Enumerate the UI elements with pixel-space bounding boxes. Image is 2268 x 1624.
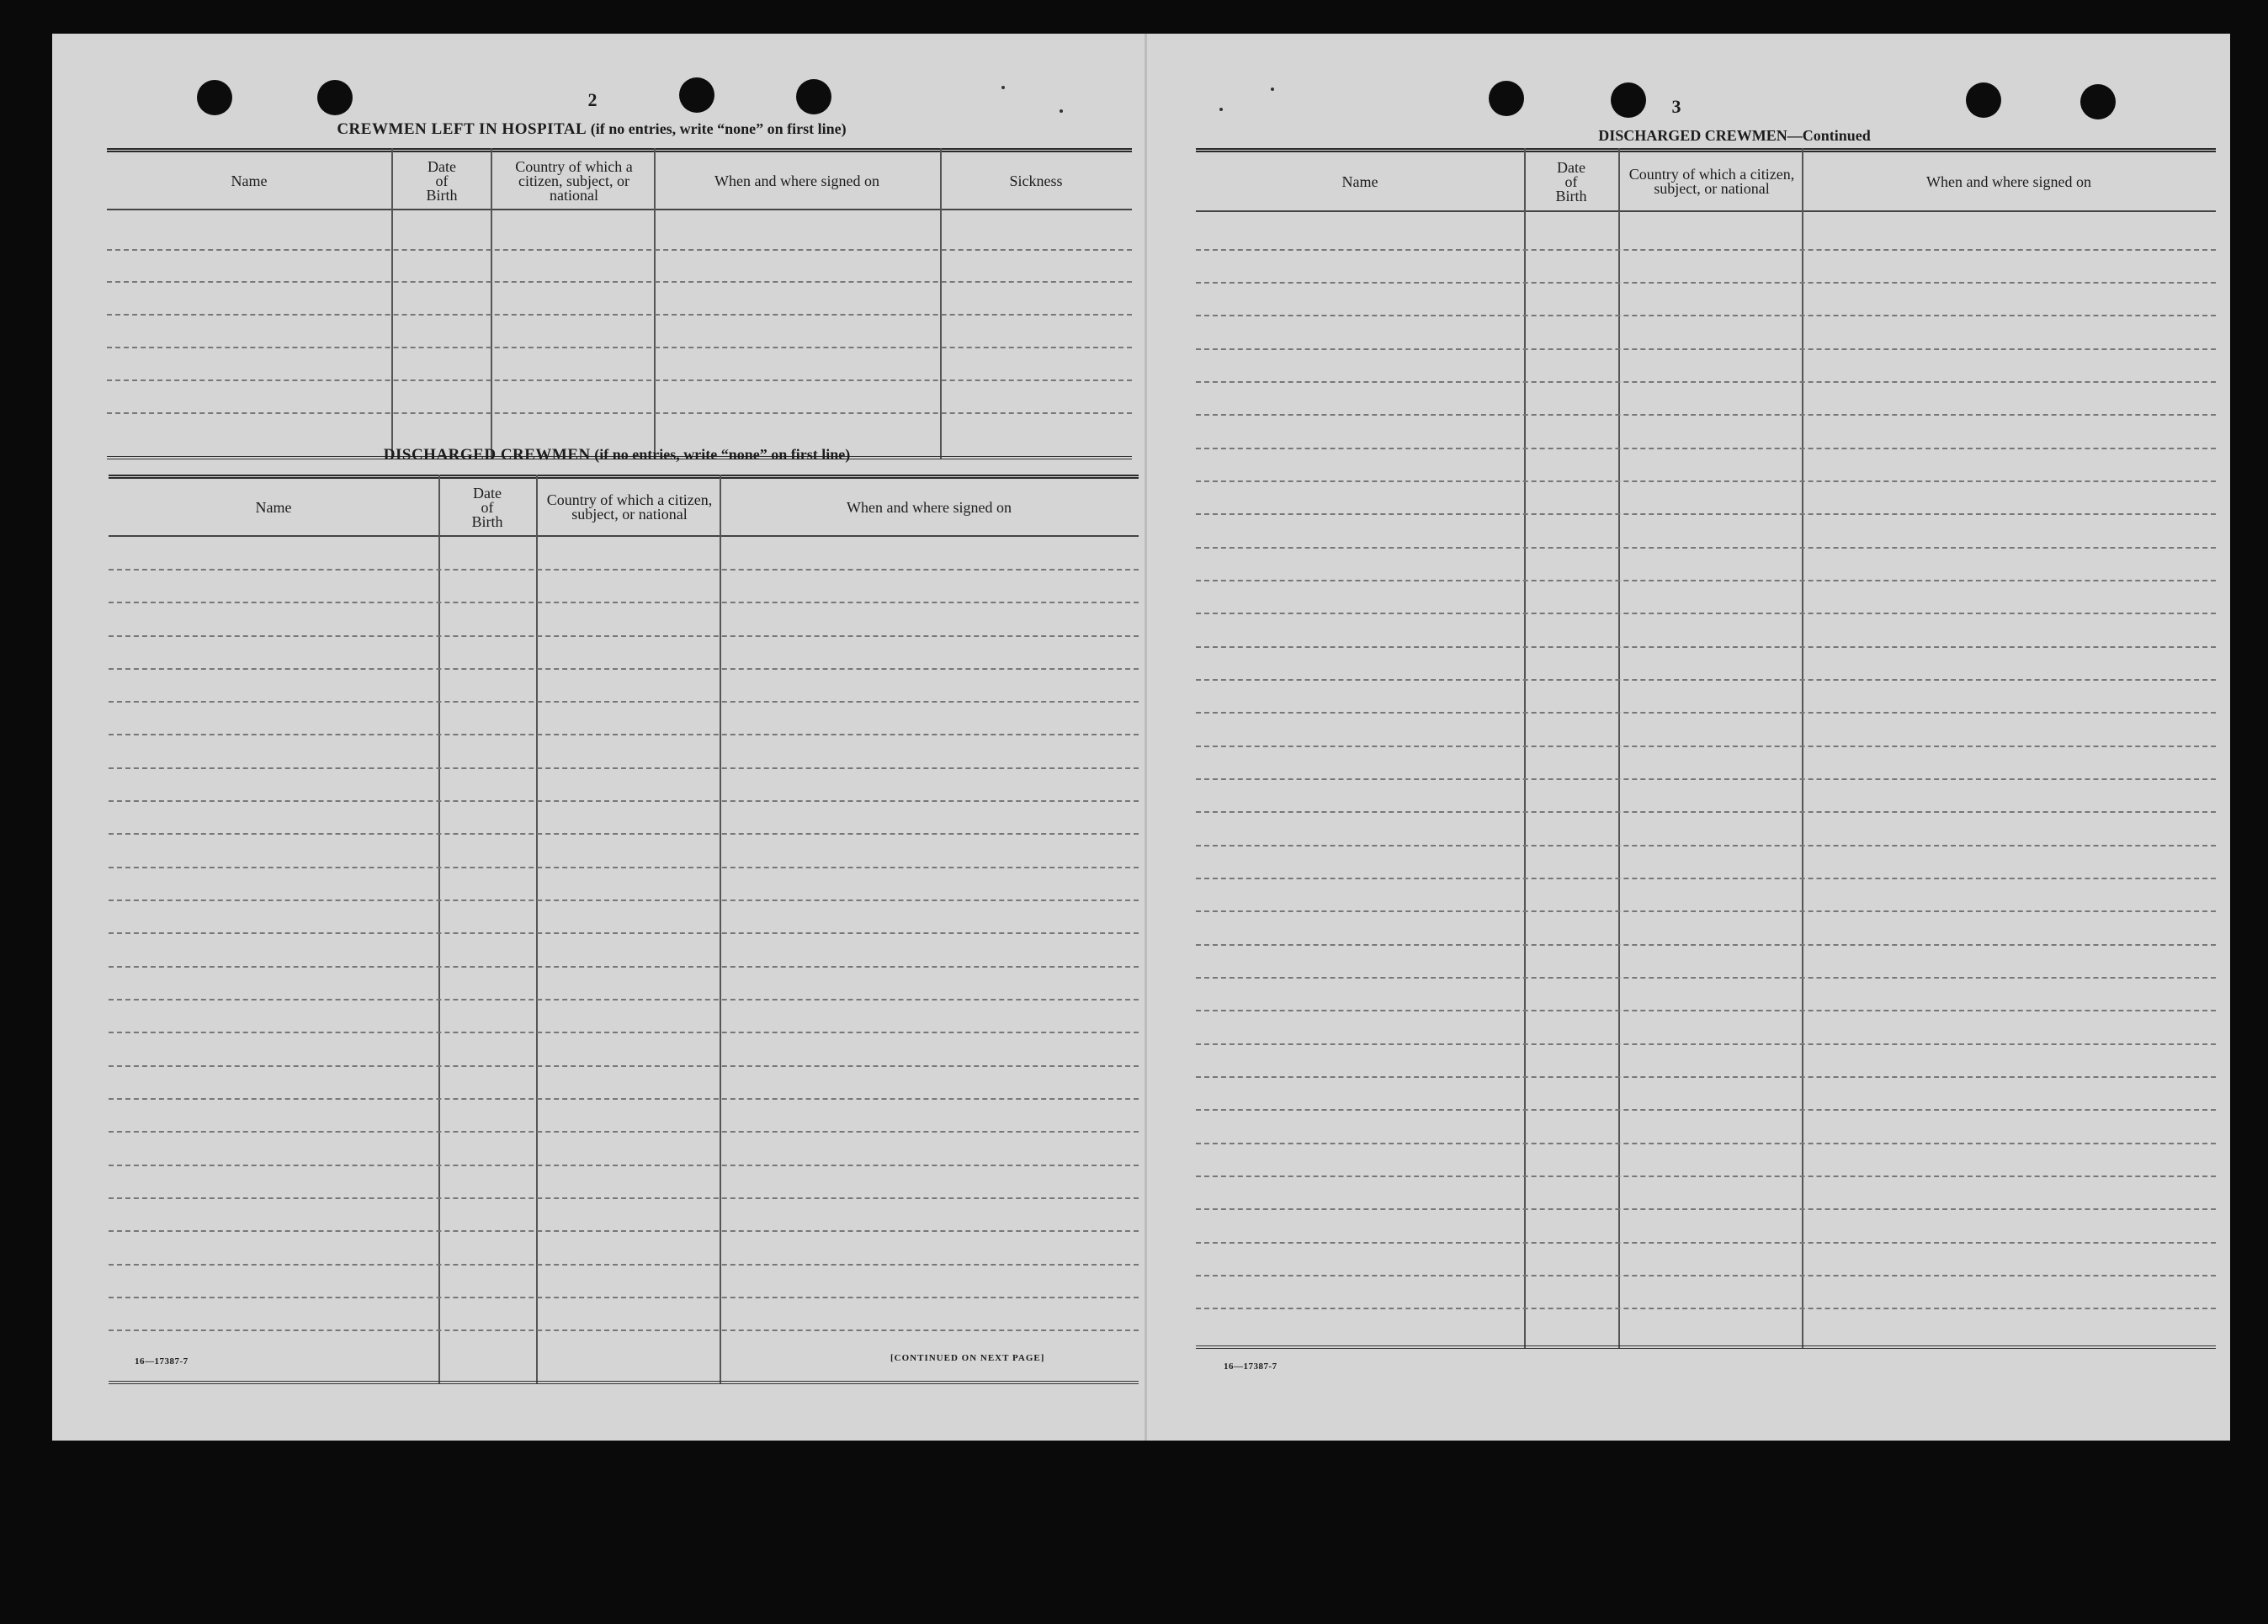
table-row[interactable]	[1196, 1275, 2216, 1276]
col-head-name: Name	[231, 172, 268, 189]
table-row[interactable]	[109, 1165, 1139, 1166]
table-row[interactable]	[107, 412, 1132, 414]
punch-hole	[1966, 82, 2001, 118]
table-row[interactable]	[109, 800, 1139, 802]
table-row[interactable]	[1196, 414, 2216, 416]
table-row[interactable]	[109, 569, 1139, 571]
col-head-date-of-birth: Date of Birth	[471, 484, 503, 530]
speck	[1271, 88, 1274, 91]
column-divider	[536, 475, 538, 1384]
page-fold	[1145, 34, 1147, 1441]
table-row[interactable]	[1196, 977, 2216, 979]
table-row[interactable]	[109, 734, 1139, 735]
hospital-title-note: (if no entries, write “none” on first line)	[590, 120, 847, 137]
table-row[interactable]	[109, 1230, 1139, 1232]
table-row[interactable]	[107, 249, 1132, 251]
col-head-sickness: Sickness	[1009, 172, 1063, 189]
punch-hole	[317, 80, 353, 115]
table-top-rule	[107, 148, 1132, 152]
table-row[interactable]	[109, 635, 1139, 637]
column-divider	[720, 475, 721, 1384]
discharged-title-main: DISCHARGED CREWMEN	[383, 446, 591, 464]
table-row[interactable]	[109, 966, 1139, 968]
table-bottom-rule	[1196, 1345, 2216, 1349]
table-row[interactable]	[109, 1297, 1139, 1298]
table-row[interactable]	[1196, 613, 2216, 614]
table-row[interactable]	[1196, 315, 2216, 316]
punch-hole	[197, 80, 232, 115]
table-row[interactable]	[1196, 1242, 2216, 1244]
table-bottom-rule	[109, 1381, 1139, 1384]
table-row[interactable]	[1196, 878, 2216, 879]
punch-hole	[1489, 81, 1524, 116]
table-row[interactable]	[1196, 249, 2216, 251]
page-number-left: 2	[587, 89, 598, 110]
table-header-rule	[107, 209, 1132, 210]
table-row[interactable]	[109, 1264, 1139, 1266]
col-head-signed-on: When and where signed on	[714, 172, 879, 189]
page-number-right: 3	[1671, 96, 1681, 117]
table-row[interactable]	[1196, 1308, 2216, 1309]
discharged-table	[109, 475, 1139, 1384]
table-row[interactable]	[109, 867, 1139, 868]
table-row[interactable]	[109, 1032, 1139, 1033]
table-row[interactable]	[109, 1131, 1139, 1133]
table-top-rule	[109, 475, 1139, 479]
table-row[interactable]	[1196, 1109, 2216, 1111]
table-row[interactable]	[107, 379, 1132, 381]
table-row[interactable]	[1196, 778, 2216, 780]
table-row[interactable]	[109, 999, 1139, 1000]
speck	[1001, 86, 1005, 89]
discharged-continued-table	[1196, 148, 2216, 1349]
table-row[interactable]	[1196, 580, 2216, 581]
table-row[interactable]	[1196, 547, 2216, 549]
table-row[interactable]	[109, 767, 1139, 769]
col-head-name: Name	[255, 498, 292, 516]
table-row[interactable]	[1196, 1043, 2216, 1045]
column-divider	[1524, 148, 1526, 1349]
table-row[interactable]	[1196, 480, 2216, 482]
table-row[interactable]	[1196, 746, 2216, 747]
column-divider	[1618, 148, 1620, 1349]
table-row[interactable]	[1196, 381, 2216, 383]
col-head-country: Country of which a citizen, subject, or national	[546, 491, 713, 523]
column-divider	[1802, 148, 1803, 1349]
punch-hole	[1611, 82, 1646, 118]
table-row[interactable]	[109, 668, 1139, 670]
form-code-right: 16—17387-7	[1224, 1361, 1277, 1372]
table-row[interactable]	[109, 1329, 1139, 1331]
speck	[1219, 108, 1223, 111]
table-row[interactable]	[1196, 1176, 2216, 1177]
table-row[interactable]	[1196, 646, 2216, 648]
table-row[interactable]	[1196, 513, 2216, 515]
table-row[interactable]	[1196, 1208, 2216, 1210]
discharged-title-note: (if no entries, write “none” on first line)	[594, 446, 851, 463]
col-head-name: Name	[1341, 172, 1378, 190]
table-row[interactable]	[1196, 348, 2216, 350]
table-row[interactable]	[1196, 811, 2216, 813]
continued-note: [CONTINUED ON NEXT PAGE]	[890, 1353, 1045, 1363]
table-row[interactable]	[1196, 944, 2216, 946]
table-row[interactable]	[1196, 910, 2216, 912]
col-head-country: Country of which a citizen, subject, or national	[1628, 166, 1795, 197]
table-row[interactable]	[109, 1197, 1139, 1199]
punch-hole	[679, 77, 714, 113]
form-sheet	[52, 34, 2230, 1441]
table-row[interactable]	[109, 1098, 1139, 1100]
table-row[interactable]	[109, 602, 1139, 603]
table-row[interactable]	[109, 932, 1139, 934]
col-head-signed-on: When and where signed on	[847, 498, 1012, 516]
col-head-signed-on: When and where signed on	[1926, 172, 2091, 190]
table-row[interactable]	[1196, 1010, 2216, 1011]
table-row[interactable]	[1196, 1143, 2216, 1144]
table-row[interactable]	[1196, 712, 2216, 714]
table-row[interactable]	[109, 900, 1139, 901]
punch-hole	[796, 79, 831, 114]
punch-hole	[2080, 84, 2116, 119]
hospital-title-main: CREWMEN LEFT IN HOSPITAL	[337, 120, 587, 138]
col-head-date-of-birth: Date of Birth	[1555, 158, 1587, 204]
table-top-rule	[1196, 148, 2216, 152]
col-head-country: Country of which a citizen, subject, or national	[515, 157, 633, 204]
table-header-rule	[1196, 210, 2216, 212]
hospital-section-title	[103, 120, 1081, 139]
col-head-date-of-birth: Date of Birth	[426, 157, 458, 204]
discharged-section-title	[103, 446, 1131, 464]
table-row[interactable]	[1196, 448, 2216, 449]
hospital-table	[107, 148, 1132, 459]
table-row[interactable]	[109, 1065, 1139, 1067]
table-row[interactable]	[109, 833, 1139, 835]
table-row[interactable]	[107, 281, 1132, 283]
table-row[interactable]	[107, 314, 1132, 316]
discharged-continued-title: DISCHARGED CREWMEN—Continued	[1598, 127, 1871, 144]
table-row[interactable]	[1196, 845, 2216, 846]
column-divider	[438, 475, 440, 1384]
table-row[interactable]	[107, 347, 1132, 348]
table-row[interactable]	[109, 701, 1139, 703]
table-row[interactable]	[1196, 1076, 2216, 1078]
speck	[1060, 109, 1063, 113]
form-code-left: 16—17387-7	[135, 1356, 189, 1367]
table-row[interactable]	[1196, 282, 2216, 284]
table-row[interactable]	[1196, 679, 2216, 681]
table-header-rule	[109, 535, 1139, 537]
